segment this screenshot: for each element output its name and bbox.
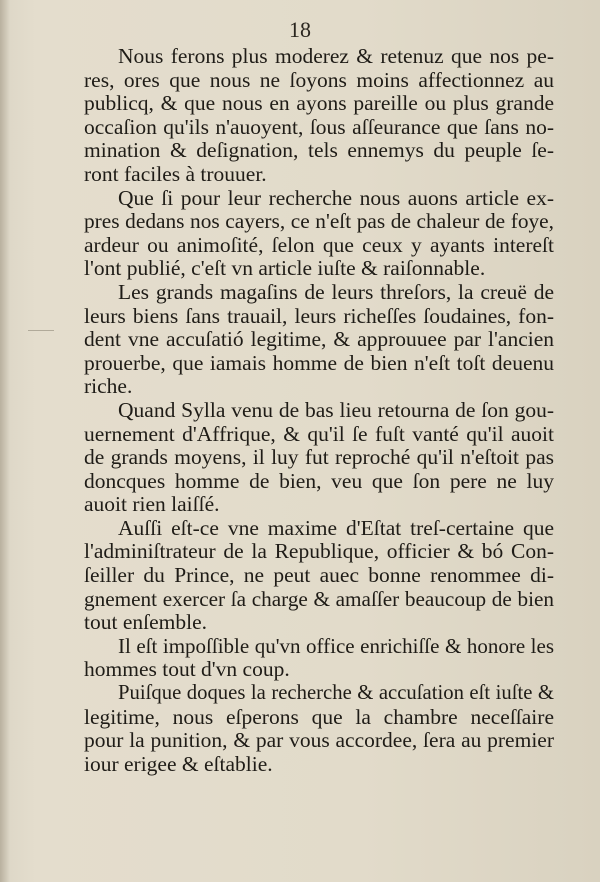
binding-shadow (0, 0, 10, 882)
text-line: iour erigee & eſtablie. (84, 751, 273, 776)
paragraph-2 (84, 187, 554, 281)
text-line: uernement d'Affrique, & qu'il ſe fuſt vanté qu'il auoit (84, 421, 554, 446)
text-line: riche. (84, 374, 133, 399)
text-line: ardeur ou animoſité, ſelon que ceux y ayants intereſt (84, 232, 554, 257)
text-line: res, ores que nous ne ſoyons moins affectionnez au (84, 67, 554, 92)
text-line: mination & deſignation, tels ennemys du peuple ſe- (84, 138, 554, 163)
text-line: Nous ferons plus moderez & retenuz que nos pe- (118, 44, 554, 68)
text-line: Que ſi pour leur recherche nous auons article ex- (118, 185, 554, 210)
text-line: ront faciles à trouuer. (84, 161, 267, 186)
text-line: doncques homme de bien, veu que ſon pere ne luy (84, 468, 554, 493)
text-line: Il eſt impoſſible qu'vn office enrichiſſe & honore les (118, 633, 554, 658)
text-line: Puiſque doques la recherche & accuſation eſt iuſte & (118, 682, 554, 705)
text-line: auoit rien laiſſé. (84, 492, 220, 517)
text-line: pour la punition, & par vous accordee, ſera au premier (84, 728, 554, 753)
margin-mark (28, 330, 54, 331)
body-text (84, 45, 554, 776)
text-line: pres dedans nos cayers, ce n'eſt pas de chaleur de foye, (84, 209, 554, 234)
paragraph-4 (84, 399, 554, 517)
text-line: gnement exercer ſa charge & amaſſer beaucoup de bien (84, 586, 554, 611)
paragraph-5 (84, 517, 554, 635)
text-line: prouerbe, que iamais homme de bien n'eſt toſt deuenu (84, 350, 554, 375)
text-line: publicq, & que nous en ayons pareille ou plus grande (84, 91, 554, 116)
text-line: hommes tout d'vn coup. (84, 657, 290, 682)
paragraph-6 (84, 635, 554, 682)
text-line: l'ont publié, c'eſt vn article iuſte & raiſonnable. (84, 256, 486, 281)
text-line: Auſſi eſt-ce vne maxime d'Eſtat treſ-certaine que (118, 515, 554, 540)
text-line: tout enſemble. (84, 610, 207, 635)
text-line: occaſion qu'ils n'auoyent, ſous aſſeurance que ſans no- (84, 114, 554, 139)
paragraph-1 (84, 45, 554, 187)
text-line: Les grands magaſins de leurs threſors, la creuë de (118, 279, 554, 304)
paragraph-7 (84, 682, 554, 776)
text-line: legitime, nous eſperons que la chambre neceſſaire (84, 704, 554, 729)
text-line: Quand Sylla venu de bas lieu retourna de ſon gou- (118, 397, 554, 422)
text-line: leurs biens ſans trauail, leurs richeſſes ſoudaines, fon- (84, 303, 554, 328)
text-line: dent vne accuſatió legitime, & approuuee par l'ancien (84, 327, 554, 352)
page-number: 18 (289, 17, 311, 42)
text-line: de grands moyens, il luy fut reproché qu'il n'eſtoit pas (84, 445, 554, 470)
text-line: ſeiller du Prince, ne peut auec bonne renommee di- (84, 563, 554, 588)
text-line: l'adminiſtrateur de la Republique, officier & bó Con- (84, 539, 554, 564)
paragraph-3 (84, 281, 554, 399)
